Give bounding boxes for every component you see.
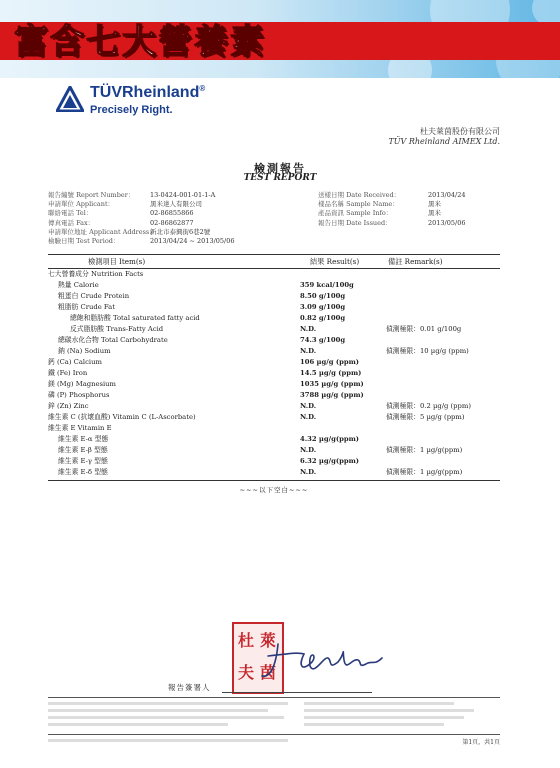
row-item: 維生素 E-β 型態: [58, 446, 108, 454]
row-remark: 偵測極限：0.01 g/100g: [386, 325, 462, 333]
row-item: 磷 (P) Phosphorus: [48, 391, 110, 399]
company-seal-stamp: 杜 萊 夫 茵: [232, 622, 284, 694]
row-result: 3.09 g/100g: [300, 303, 346, 311]
row-result: 8.50 g/100g: [300, 292, 346, 300]
signature-image: [258, 636, 388, 686]
meta-value: 黑米達人有限公司: [150, 200, 202, 209]
meta-value: 02-86855866: [150, 209, 194, 218]
row-result: 359 kcal/100g: [300, 281, 354, 289]
meta-row: [48, 228, 235, 237]
row-item: 維生素 E-γ 型態: [58, 457, 108, 465]
table-row: [48, 467, 500, 478]
meta-label: 檢驗日期 Test Period：: [48, 237, 120, 246]
table-header-row: [48, 255, 500, 268]
table-row: [48, 401, 500, 412]
tuv-logo: [56, 84, 256, 124]
notes-right: [304, 700, 474, 726]
table-body: [48, 269, 500, 478]
row-result: 3788 µg/g (ppm): [300, 391, 364, 399]
meta-value: 2013/04/24: [428, 191, 466, 199]
meta-label: 申請單位地址 Applicant Address：: [48, 227, 156, 236]
meta-value: 黑米: [428, 200, 441, 209]
row-result: 1035 µg/g (ppm): [300, 380, 364, 388]
footer: [48, 737, 500, 746]
row-remark: 偵測極限：1 µg/g(ppm): [386, 468, 463, 476]
row-item: 鎂 (Mg) Magnesium: [48, 380, 116, 388]
row-item: 粗脂肪 Crude Fat: [58, 303, 115, 311]
row-remark: 偵測極限：1 µg/g(ppm): [386, 446, 463, 454]
table-row: [48, 390, 500, 401]
table-row: [48, 357, 500, 368]
header-result: 結果 Result(s): [310, 257, 360, 266]
tuv-triangle-icon: [56, 86, 84, 112]
meta-row: [48, 237, 235, 246]
meta-row: [318, 191, 465, 200]
banner: [0, 0, 560, 78]
row-result: 6.32 µg/g(ppm): [300, 457, 360, 465]
report-title-en: TEST REPORT: [243, 173, 317, 183]
row-result: N.D.: [300, 468, 317, 476]
meta-value: 新北市泰興街6巷2號: [150, 227, 211, 236]
table-row: [48, 368, 500, 379]
table-row: [48, 346, 500, 357]
logo-registered: ®: [199, 84, 206, 93]
row-item: 反式脂肪酸 Trans-Fatty Acid: [70, 325, 164, 333]
row-remark: 偵測極限：0.2 µg/g (ppm): [386, 402, 471, 410]
header-remark: 備註 Remark(s): [388, 257, 443, 266]
header-item: 檢測項目 Item(s): [88, 257, 146, 266]
row-item: 鈉 (Na) Sodium: [58, 347, 111, 355]
table-bottom-rule: [48, 480, 500, 481]
signatory-label: 報告簽署人: [168, 683, 211, 692]
row-result: 14.5 µg/g (ppm): [300, 369, 362, 377]
row-item: 粗蛋白 Crude Protein: [58, 292, 130, 300]
end-mark: ~~~以下空白~~~: [239, 486, 309, 494]
meta-label: 申請單位 Applicant：: [48, 200, 115, 209]
row-result: N.D.: [300, 446, 317, 454]
meta-label: 報告編號 Report Number：: [48, 191, 135, 199]
row-item: 鋅 (Zn) Zinc: [48, 402, 89, 410]
table-row: [48, 280, 500, 291]
table-row: [48, 423, 500, 434]
report-title-zh: 檢測報告: [254, 162, 306, 175]
row-remark: 偵測極限：10 µg/g (ppm): [386, 347, 469, 355]
footer-rule: [48, 734, 500, 735]
row-item: 總碳水化合物 Total Carbohydrate: [58, 336, 168, 344]
meta-label: 報告日期 Date Issued：: [318, 218, 392, 227]
row-item: 維生素 C (抗壞血酸) Vitamin C (L-Ascorbate): [48, 413, 196, 421]
meta-left: [48, 191, 235, 246]
notes-top-rule: [48, 697, 500, 698]
notes-left: [48, 700, 288, 726]
row-remark: 偵測極限：5 µg/g (ppm): [386, 413, 465, 421]
table-row: [48, 456, 500, 467]
row-result: 74.3 g/100g: [300, 336, 346, 344]
row-item: 總飽和脂肪酸 Total saturated fatty acid: [70, 314, 200, 322]
meta-value: 13-0424-001-01-1-A: [150, 191, 216, 199]
meta-row: [48, 191, 235, 200]
row-item: 七大營養成分 Nutrition Facts: [48, 270, 144, 278]
meta-value: 02-86862877: [150, 218, 194, 227]
signature-line: [222, 692, 372, 693]
meta-value: 黑米: [428, 209, 441, 218]
meta-right: [318, 191, 465, 228]
row-item: 鐵 (Fe) Iron: [48, 369, 88, 377]
logo-tagline: Precisely Right.: [90, 104, 173, 116]
table-row: [48, 291, 500, 302]
row-item: 維生素 E-α 型態: [58, 435, 109, 443]
row-result: N.D.: [300, 325, 317, 333]
meta-row: [318, 209, 465, 218]
table-row: [48, 302, 500, 313]
table-row: [48, 412, 500, 423]
table-row: [48, 335, 500, 346]
meta-row: [48, 219, 235, 228]
meta-label: 傳真電話 Fax：: [48, 218, 95, 227]
table-row: [48, 269, 500, 280]
row-result: N.D.: [300, 347, 317, 355]
meta-row: [48, 209, 235, 218]
row-item: 鈣 (Ca) Calcium: [48, 358, 102, 366]
meta-value: 2013/04/24 ~ 2013/05/06: [150, 237, 235, 246]
meta-label: 聯絡電話 Tel：: [48, 209, 93, 218]
table-row: [48, 445, 500, 456]
table-row: [48, 324, 500, 335]
table-row: [48, 434, 500, 445]
row-result: N.D.: [300, 413, 317, 421]
meta-label: 產品資訊 Sample Info：: [318, 209, 393, 218]
row-item: 維生素 E Vitamin E: [48, 424, 112, 432]
company-name-zh: 杜夫萊茵股份有限公司: [420, 127, 500, 136]
banner-title: 富含七大營養素: [14, 22, 266, 62]
table-row: [48, 379, 500, 390]
row-item: 熱量 Calorie: [58, 281, 99, 289]
row-result: 4.32 µg/g(ppm): [300, 435, 360, 443]
meta-value: 2013/05/06: [428, 218, 466, 227]
company-name-en: TÜV Rheinland AIMEX Ltd.: [388, 137, 500, 146]
table-row: [48, 313, 500, 324]
row-item: 維生素 E-δ 型態: [58, 468, 108, 476]
meta-row: [318, 219, 465, 228]
row-result: N.D.: [300, 402, 317, 410]
results-table: [48, 254, 500, 494]
meta-label: 送樣日期 Date Received：: [318, 191, 401, 199]
row-result: 106 µg/g (ppm): [300, 358, 360, 366]
page-number: 第1頁，共1頁: [462, 739, 500, 746]
row-result: 0.82 g/100g: [300, 314, 346, 322]
meta-label: 樣品名稱 Sample Name：: [318, 200, 399, 209]
logo-name: TÜVRheinland: [90, 84, 200, 101]
